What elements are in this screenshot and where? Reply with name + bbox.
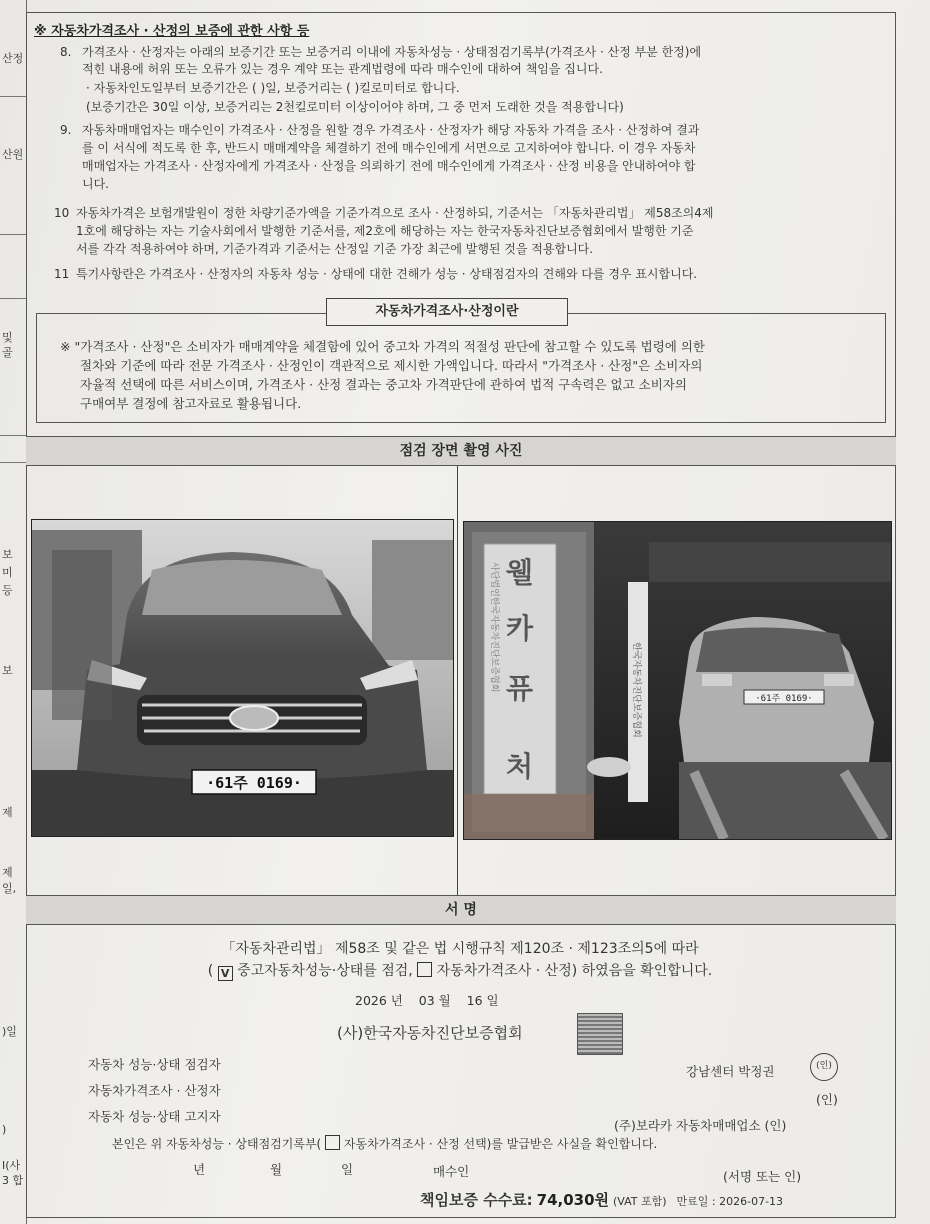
margin-text: )일 [2, 1025, 17, 1038]
margin-text: 제 [2, 806, 13, 819]
buyer-sign-label: (서명 또는 인) [723, 1169, 802, 1184]
item-line: 자동차가격은 보험개발원이 정한 차량기준가액을 기준가격으로 조사 · 산정하되, 기준서는 「자동차관리법」 제58조의4제 [76, 206, 714, 220]
buyer-confirm-text: 자동차가격조사 · 산정 선택)를 발급받은 사실을 확인합니다. [343, 1137, 658, 1151]
item-number: 10 [54, 206, 70, 220]
expiry-date: 만료일 : 2026-07-13 [676, 1195, 784, 1208]
buyer-appraisal-checkbox[interactable] [325, 1135, 340, 1150]
item-line: 적힌 내용에 허위 또는 오류가 있는 경우 계약 또는 관계법령에 따라 매수인에 대하여 책임을 집니다. [82, 62, 603, 76]
item-line: 매매업자는 가격조사 · 산정자에게 가격조사 · 산정을 의뢰하기 전에 매수인에게 가격조사 · 산정 비용을 안내하여야 합 [82, 159, 696, 173]
rear-license-plate: ·61주 0169· [755, 694, 813, 704]
banner-char: 카 [506, 612, 534, 645]
photo-divider [457, 466, 458, 896]
fee-vat: (VAT 포함) [613, 1195, 667, 1208]
margin-text: 산원 [2, 148, 24, 161]
buyer-month-unit: 월 [270, 1162, 283, 1177]
confirm-line [100, 960, 820, 981]
pillar-vertical-text: 한국자동차진단보증협회 [631, 642, 641, 738]
definition-line: ※ "가격조사 · 산정"은 소비자가 매매계약을 체결함에 있어 중고차 가격의 적절성 판단에 참고할 수 있도록 법령에 의한 [60, 339, 705, 354]
notifier-label: 자동차 성능·상태 고지자 [88, 1109, 221, 1124]
warranty-item-10 [54, 205, 890, 261]
buyer-confirm-line [112, 1135, 657, 1152]
left-margin-column [0, 0, 27, 1224]
buyer-day-unit: 일 [341, 1162, 354, 1177]
margin-divider [0, 462, 26, 463]
margin-text: 보 [2, 548, 13, 561]
fee-value: 74,030원 [536, 1191, 610, 1209]
definition-title: 자동차가격조사·산정이란 [326, 298, 568, 326]
rear-car-photo [463, 521, 892, 840]
margin-text: 제 [2, 866, 13, 879]
banner-char: 웰 [506, 556, 534, 589]
banner-char: 처 [506, 750, 534, 783]
margin-text: 미 [2, 566, 13, 579]
signature-section-bar: 서 명 [26, 895, 896, 925]
definition-text [60, 337, 880, 413]
buyer-label: 매수인 [433, 1164, 470, 1179]
item-line: 자동차매매업자는 매수인이 가격조사 · 산정을 원할 경우 가격조사 · 산정자가 해당 자동차 가격을 조사 · 산정하여 결과 [82, 123, 700, 137]
sign-day: 16 [466, 993, 483, 1008]
sign-year: 2026 [355, 993, 387, 1008]
margin-divider [0, 298, 26, 299]
notifier-value: (주)보라카 자동차매매업소 (인) [614, 1118, 787, 1133]
item-line: 니다. [82, 177, 109, 191]
front-car-photo [31, 519, 454, 837]
sign-year-unit: 년 [390, 993, 403, 1008]
margin-text: 골 [2, 346, 13, 359]
legal-basis-line: 「자동차관리법」 제58조 및 같은 법 시행규칙 제120조 · 제123조의5에 따라 [221, 941, 699, 957]
item-line: 특기사항란은 가격조사 · 산정자의 자동차 성능 · 상태에 대한 견해가 성능 · 상태점검자의 견해와 다를 경우 표시합니다. [76, 267, 698, 281]
buyer-year-unit: 년 [193, 1162, 206, 1177]
margin-text: I(사 [2, 1159, 21, 1172]
definition-line: 구매여부 결정에 참고자료로 활용됩니다. [80, 396, 302, 411]
front-car-image [32, 520, 453, 836]
item-line: 서를 각각 적용하여야 하며, 기준가격과 기준서는 산정일 기준 가장 최근에 발행된 것을 적용합니다. [76, 242, 594, 256]
fee-label: 책임보증 수수료: [420, 1191, 533, 1209]
fee-line [420, 1189, 783, 1210]
item-line: · 자동차인도일부터 보증기간은 ( )일, 보증거리는 ( )킬로미터로 합니다. [86, 81, 460, 95]
item-line: 1호에 해당하는 자는 기술사회에서 발행한 기준서를, 제2호에 해당하는 자는 한국자동차진단보증협회에서 발행한 기준 [76, 224, 694, 238]
margin-text: 및 [2, 331, 13, 344]
warranty-item-8 [60, 44, 890, 114]
margin-divider [0, 96, 26, 97]
margin-divider [0, 435, 26, 436]
banner-vertical-text: 사단법인한국자동차진단보증협회 [489, 562, 499, 693]
margin-text: ) [2, 1123, 7, 1136]
rear-car-image [464, 522, 891, 839]
sign-month: 03 [418, 993, 435, 1008]
performance-check-checkbox[interactable]: V [218, 966, 233, 981]
price-appraisal-checkbox[interactable] [417, 962, 432, 977]
definition-line: 자율적 선택에 따른 서비스이며, 가격조사 · 산정 결과는 중고차 가격판단에 관하여 법적 구속력은 없고 소비자의 [80, 377, 687, 392]
margin-text: 3 합 [2, 1174, 24, 1187]
association-seal-icon [577, 1013, 623, 1055]
appraiser-label: 자동차가격조사 · 산정자 [88, 1083, 221, 1098]
item-line: (보증기간은 30일 이상, 보증거리는 2천킬로미터 이상이어야 하며, 그 중 먼저 도래한 것을 적용합니다) [86, 100, 624, 114]
buyer-confirm-text: 본인은 위 자동차성능 · 상태점검기록부( [112, 1137, 322, 1151]
warranty-heading: ※ 자동차가격조사 · 산정의 보증에 관한 사항 등 [34, 24, 310, 39]
item-line: 가격조사 · 산정자는 아래의 보증기간 또는 보증거리 이내에 자동차성능 · 상태점검기록부(가격조사 · 산정 부분 한정)에 [82, 45, 702, 59]
margin-text: 일, [2, 882, 17, 895]
sign-month-unit: 월 [438, 993, 451, 1008]
margin-text: 산정 [2, 52, 24, 65]
margin-text: 보 [2, 664, 13, 677]
margin-divider [0, 234, 26, 235]
performance-check-label: 중고자동차성능·상태를 점검, [237, 963, 413, 979]
paren-open: ( [207, 963, 214, 979]
appraiser-value: (인) [816, 1092, 838, 1107]
price-appraisal-label: 자동차가격조사 · 산정) 하였음을 확인합니다. [436, 963, 713, 979]
inspector-value: 강남센터 박정권 [686, 1064, 775, 1079]
definition-line: 절차와 기준에 따라 전문 가격조사 · 산정인이 객관적으로 제시한 가액입니다. 따라서 "가격조사 · 산정"은 소비자의 [80, 358, 703, 373]
sign-day-unit: 일 [486, 993, 499, 1008]
inspector-label: 자동차 성능·상태 점검자 [88, 1057, 221, 1072]
inspector-stamp-icon: (인) [810, 1053, 838, 1081]
item-number: 11 [54, 267, 70, 281]
sign-date [355, 991, 499, 1009]
association-name: (사)한국자동차진단보증협회 [337, 1024, 523, 1042]
item-line: 를 이 서식에 적도록 한 후, 반드시 매매계약을 체결하기 전에 매수인에게 서면으로 고지하여야 합니다. 이 경우 자동차 [82, 141, 696, 155]
banner-char: 퓨 [506, 672, 534, 705]
photos-section-bar: 점검 장면 촬영 사진 [26, 436, 896, 466]
warranty-item-11 [54, 266, 890, 286]
item-number: 9. [60, 123, 72, 137]
item-number: 8. [60, 45, 72, 59]
warranty-item-9 [60, 122, 890, 194]
front-license-plate: ·61주 0169· [206, 774, 302, 792]
margin-text: 등 [2, 584, 13, 597]
